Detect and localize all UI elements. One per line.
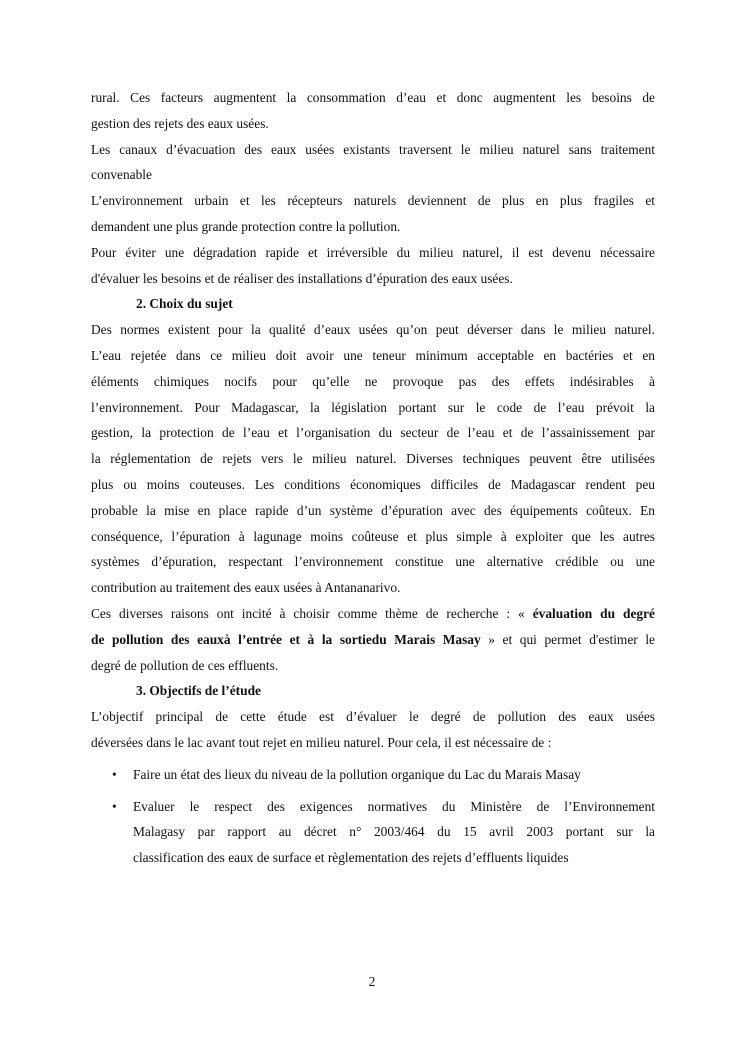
theme-continuation: » et qui permet d'estimer le [480,631,655,647]
bullet-icon: • [112,798,117,814]
paragraph-line: Des normes existent pour la qualité d’eaux usées qu’on peut déverser dans le milieu naturel. [91,322,655,338]
paragraph-line: d'évaluer les besoins et de réaliser des installations d’épuration des eaux usées. [91,270,513,286]
page-number: 2 [368,974,376,989]
paragraph-line: L’environnement urbain et les récepteurs naturels deviennent de plus en plus fragiles et [91,193,655,209]
list-item [91,762,655,788]
list-item-text: classification des eaux de surface et règlementation des rejets d’effluents liquides [133,850,569,866]
paragraph-line: gestion des rejets des eaux usées. [91,115,269,131]
paragraph-line: L’eau rejetée dans ce milieu doit avoir une teneur minimum acceptable en bactéries et en [91,347,655,363]
paragraph-line: éléments chimiques nocifs pour qu’elle ne provoque pas des effets indésirables à [91,373,655,389]
bullet-icon: • [112,766,117,782]
paragraph-line: probable la mise en place rapide d’un système d’épuration avec des équipements coûteux. En [91,502,655,518]
section-heading-choix-du-sujet: 2. Choix du sujet [136,296,233,312]
paragraph-line: convenable [91,167,152,183]
paragraph-line: rural. Ces facteurs augmentent la consommation d’eau et donc augmentent les besoins de [91,90,655,105]
paragraph-line: conséquence, l’épuration à lagunage moins coûteuse et plus simple à exploiter que les autres [91,528,655,544]
theme-intro: Ces diverses raisons ont incité à choisir comme thème de recherche : « [91,605,533,621]
paragraph-line: demandent une plus grande protection contre la pollution. [91,218,401,234]
theme-title-start: évaluation du degré [532,605,655,621]
paragraph-line: l’environnement. Pour Madagascar, la législation portant sur le code de l’eau prévoit la [91,399,655,415]
paragraph-line: gestion, la protection de l’eau et l’organisation du secteur de l’eau et de l’assainissement par [91,425,655,441]
list-item [91,794,655,871]
paragraph-line: systèmes d’épuration, respectant l’environnement constitue une alternative crédible ou une [91,554,655,570]
paragraph-line: Les canaux d’évacuation des eaux usées existants traversent le milieu naturel sans traitement [91,141,655,157]
list-item-text: Malagasy par rapport au décret n° 2003/464 du 15 avril 2003 portant sur la [133,824,655,840]
list-item-text: Faire un état des lieux du niveau de la pollution organique du Lac du Marais Masay [133,766,581,782]
paragraph-line: déversées dans le lac avant tout rejet en milieu naturel. Pour cela, il est nécessaire de : [91,734,552,750]
objectives-list [91,762,655,871]
paragraph-line: contribution au traitement des eaux usées à Antananarivo. [91,580,401,596]
theme-title-end: de pollution des eauxà l’entrée et à la sortiedu Marais Masay [91,631,481,647]
list-item-text: Evaluer le respect des exigences normatives du Ministère de l’Environnement [133,798,655,814]
paragraph-line: la réglementation de rejets vers le milieu naturel. Diverses techniques peuvent être utilisées [91,451,655,467]
paragraph-line: Pour éviter une dégradation rapide et irréversible du milieu naturel, il est devenu nécessaire [91,244,655,260]
paragraph-line: degré de pollution de ces effluents. [91,657,279,673]
page-body [91,85,655,871]
theme-line [91,601,655,627]
section-heading-objectifs: 3. Objectifs de l’étude [136,683,261,699]
paragraph-line: L’objectif principal de cette étude est d’évaluer le degré de pollution des eaux usées [91,709,655,725]
theme-line [91,627,655,653]
paragraph-line: plus ou moins couteuses. Les conditions économiques difficiles de Madagascar rendent peu [91,476,655,492]
